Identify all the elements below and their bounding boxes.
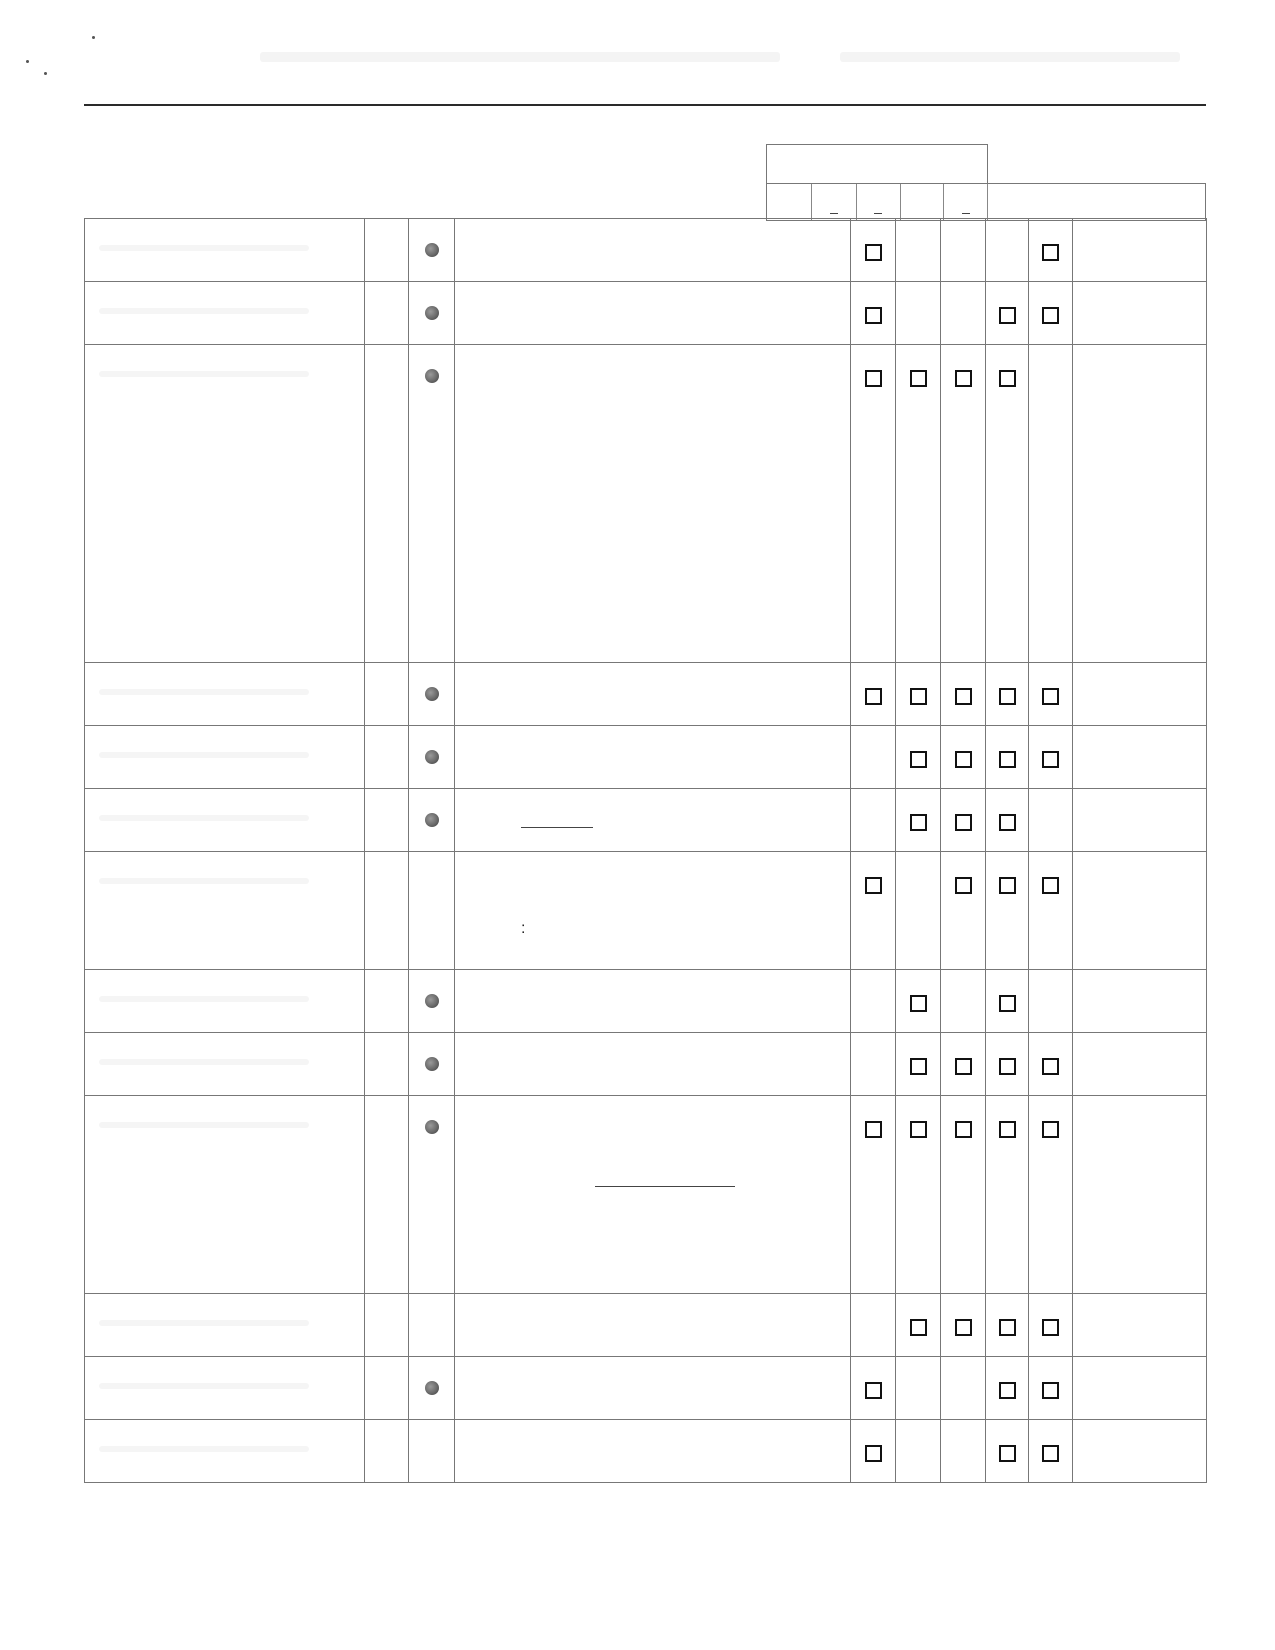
checkbox[interactable] [1042,688,1059,705]
faint-text [99,1446,309,1452]
checkbox-cell-2 [896,970,941,1033]
checkbox[interactable] [1042,244,1059,261]
scan-speck [44,72,47,75]
row-label-cell [85,282,365,345]
bullet-icon [425,1120,439,1134]
row-marker-cell [365,663,409,726]
faint-text [99,1320,309,1326]
notes-cell [1073,1033,1207,1096]
checkbox-cell-2 [896,219,941,282]
description-cell [455,970,851,1033]
checkbox-cell-3 [941,1096,986,1294]
column-header-1 [767,184,812,220]
checkbox[interactable] [910,751,927,768]
checkbox[interactable] [910,995,927,1012]
bullet-cell [409,345,455,663]
checkbox[interactable] [955,1121,972,1138]
checkbox-cell-4 [986,789,1029,852]
column-header-4 [901,184,944,220]
checkbox[interactable] [1042,877,1059,894]
notes-cell [1073,1357,1207,1420]
bullet-cell [409,726,455,789]
checkbox[interactable] [910,1121,927,1138]
fill-in-line[interactable] [521,827,593,828]
checkbox-cell-2 [896,852,941,970]
bullet-icon [425,1381,439,1395]
bullet-icon [425,750,439,764]
checkbox-cell-3 [941,1420,986,1483]
faint-text [99,1383,309,1389]
checkbox-cell-5 [1029,1294,1073,1357]
checkbox[interactable] [865,1382,882,1399]
bullet-icon [425,687,439,701]
checkbox-cell-1 [851,345,896,663]
header-tick [830,213,838,214]
checkbox[interactable] [955,1058,972,1075]
notes-cell [1073,1096,1207,1294]
header-tick [874,213,882,214]
bullet-icon [425,813,439,827]
checkbox-cell-2 [896,1420,941,1483]
checkbox[interactable] [1042,1319,1059,1336]
form-table [84,218,1207,1483]
checkbox-cell-5 [1029,1357,1073,1420]
notes-cell [1073,282,1207,345]
description-cell [455,1357,851,1420]
checkbox-cell-1 [851,726,896,789]
column-header-notes [988,184,1205,220]
checkbox-cell-5 [1029,726,1073,789]
checkbox-cell-1 [851,852,896,970]
checkbox[interactable] [910,370,927,387]
checkbox[interactable] [865,244,882,261]
row-label-cell [85,1033,365,1096]
checkbox[interactable] [999,307,1016,324]
column-header-2 [812,184,857,220]
table-row [85,852,1207,970]
checkbox[interactable] [999,1121,1016,1138]
row-marker-cell [365,852,409,970]
notes-cell [1073,1420,1207,1483]
faint-header-text [840,52,1180,62]
checkbox-cell-2 [896,1294,941,1357]
faint-text [99,371,309,377]
checkbox-cell-1 [851,219,896,282]
checkbox-cell-1 [851,282,896,345]
checkbox[interactable] [955,688,972,705]
checkbox-cell-1 [851,1357,896,1420]
checkbox[interactable] [1042,307,1059,324]
checkbox[interactable] [999,1319,1016,1336]
scan-speck [92,36,95,39]
bullet-icon [425,1057,439,1071]
checkbox-cell-2 [896,726,941,789]
checkbox-cell-5 [1029,852,1073,970]
column-header-5 [944,184,988,220]
bullet-cell [409,1357,455,1420]
checkbox-cell-1 [851,1033,896,1096]
checkbox-cell-3 [941,970,986,1033]
checkbox-cell-1 [851,789,896,852]
bullet-cell [409,1096,455,1294]
checkbox[interactable] [955,370,972,387]
table-row [85,1420,1207,1483]
description-cell [455,345,851,663]
checkbox-cell-5 [1029,789,1073,852]
checkbox[interactable] [999,688,1016,705]
notes-cell [1073,1294,1207,1357]
description-cell [455,1033,851,1096]
checkbox[interactable] [955,1319,972,1336]
checkbox[interactable] [1042,1121,1059,1138]
checkbox-cell-4 [986,1420,1029,1483]
table-row [85,663,1207,726]
notes-cell [1073,852,1207,970]
faint-text [99,815,309,821]
column-header-row [766,183,1206,221]
checkbox[interactable] [1042,1382,1059,1399]
checkbox-cell-5 [1029,1033,1073,1096]
fill-in-line[interactable] [595,1186,735,1187]
bullet-cell [409,1033,455,1096]
checkbox-cell-2 [896,789,941,852]
notes-cell [1073,219,1207,282]
bullet-cell [409,970,455,1033]
checkbox-cell-5 [1029,1096,1073,1294]
bullet-cell [409,852,455,970]
bullet-cell [409,1420,455,1483]
checkbox-cell-4 [986,970,1029,1033]
description-cell [455,1420,851,1483]
checkbox-cell-3 [941,1033,986,1096]
bullet-cell [409,1294,455,1357]
row-label-cell [85,726,365,789]
checkbox-cell-2 [896,1357,941,1420]
checkbox-cell-1 [851,970,896,1033]
checkbox-cell-5 [1029,970,1073,1033]
notes-cell [1073,726,1207,789]
checkbox-cell-5 [1029,282,1073,345]
row-marker-cell [365,726,409,789]
checkbox-cell-2 [896,1033,941,1096]
row-label-cell [85,1294,365,1357]
checkbox[interactable] [999,1445,1016,1462]
checkbox[interactable] [999,370,1016,387]
checkbox-cell-3 [941,789,986,852]
checkbox-cell-4 [986,1096,1029,1294]
row-marker-cell [365,1420,409,1483]
notes-cell [1073,345,1207,663]
checkbox-cell-4 [986,1033,1029,1096]
checkbox[interactable] [1042,751,1059,768]
checkbox-cell-2 [896,282,941,345]
checkbox-cell-1 [851,1420,896,1483]
description-cell [455,1096,851,1294]
faint-text [99,878,309,884]
checkbox-cell-3 [941,726,986,789]
description-cell [455,789,851,852]
scan-speck [26,60,29,63]
checkbox-cell-5 [1029,1420,1073,1483]
table-row [85,219,1207,282]
description-cell [455,1294,851,1357]
checkbox[interactable] [999,1058,1016,1075]
row-marker-cell [365,1357,409,1420]
description-cell [455,282,851,345]
checkbox[interactable] [955,877,972,894]
faint-text [99,245,309,251]
description-cell [455,663,851,726]
row-label-cell [85,1096,365,1294]
bullet-cell [409,219,455,282]
checkbox[interactable] [910,1058,927,1075]
checkbox-cell-3 [941,219,986,282]
checkbox[interactable] [1042,1058,1059,1075]
checkbox-cell-4 [986,726,1029,789]
row-label-cell [85,852,365,970]
faint-text [99,1059,309,1065]
checkbox-cell-3 [941,1294,986,1357]
checkbox-cell-5 [1029,663,1073,726]
checkbox[interactable] [955,751,972,768]
table-row [85,1033,1207,1096]
row-label-cell [85,1420,365,1483]
row-label-cell [85,789,365,852]
table-row [85,282,1207,345]
row-marker-cell [365,1096,409,1294]
row-marker-cell [365,219,409,282]
row-label-cell [85,663,365,726]
header-rule [84,104,1206,106]
checkbox[interactable] [999,814,1016,831]
checkbox-cell-3 [941,345,986,663]
checkbox[interactable] [865,877,882,894]
checkbox-cell-3 [941,282,986,345]
checkbox[interactable] [955,814,972,831]
checkbox[interactable] [910,814,927,831]
checkbox[interactable] [999,751,1016,768]
column-header-3 [857,184,902,220]
checkbox[interactable] [910,1319,927,1336]
description-cell [455,219,851,282]
checkbox-cell-4 [986,1357,1029,1420]
checkbox-cell-4 [986,345,1029,663]
checkbox[interactable] [999,995,1016,1012]
faint-text [99,689,309,695]
row-marker-cell [365,789,409,852]
bullet-icon [425,243,439,257]
checkbox-cell-3 [941,852,986,970]
checkbox[interactable] [910,688,927,705]
row-label-cell [85,345,365,663]
row-label-cell [85,1357,365,1420]
table-row [85,970,1207,1033]
checkbox-cell-4 [986,852,1029,970]
row-label-cell [85,970,365,1033]
table-row [85,726,1207,789]
table-row [85,345,1207,663]
checkbox[interactable] [865,307,882,324]
checkbox[interactable] [865,1445,882,1462]
notes-cell [1073,970,1207,1033]
row-marker-cell [365,345,409,663]
checkbox-cell-1 [851,663,896,726]
checkbox[interactable] [999,877,1016,894]
row-label-cell [85,219,365,282]
checkbox-cell-1 [851,1096,896,1294]
table-row [85,1096,1207,1294]
checkbox-cell-4 [986,663,1029,726]
bullet-icon [425,306,439,320]
notes-cell [1073,663,1207,726]
bullet-icon [425,994,439,1008]
table-row [85,1294,1207,1357]
header-tick [962,213,970,214]
table-row [85,1357,1207,1420]
checkbox[interactable] [865,370,882,387]
description-cell [455,852,851,970]
checkbox-cell-5 [1029,345,1073,663]
checkbox-cell-2 [896,345,941,663]
checkbox-cell-3 [941,1357,986,1420]
checkbox-cell-2 [896,663,941,726]
checkbox[interactable] [865,688,882,705]
checkbox-cell-2 [896,1096,941,1294]
row-marker-cell [365,970,409,1033]
row-marker-cell [365,1033,409,1096]
row-marker-cell [365,282,409,345]
table-row [85,789,1207,852]
checkbox-cell-5 [1029,219,1073,282]
checkbox-cell-1 [851,1294,896,1357]
faint-text [99,996,309,1002]
checkbox[interactable] [1042,1445,1059,1462]
bullet-cell [409,282,455,345]
checkbox-cell-4 [986,282,1029,345]
bullet-icon [425,369,439,383]
faint-header-text [260,52,780,62]
description-cell [455,726,851,789]
faint-text [99,752,309,758]
notes-cell [1073,789,1207,852]
checkbox-cell-3 [941,663,986,726]
checkbox-cell-4 [986,219,1029,282]
faint-text [99,1122,309,1128]
bullet-cell [409,663,455,726]
column-group-header [766,144,988,184]
bullet-cell [409,789,455,852]
checkbox[interactable] [999,1382,1016,1399]
checkbox[interactable] [865,1121,882,1138]
faint-text [99,308,309,314]
row-marker-cell [365,1294,409,1357]
checkbox-cell-4 [986,1294,1029,1357]
colon-mark: : [521,920,526,937]
